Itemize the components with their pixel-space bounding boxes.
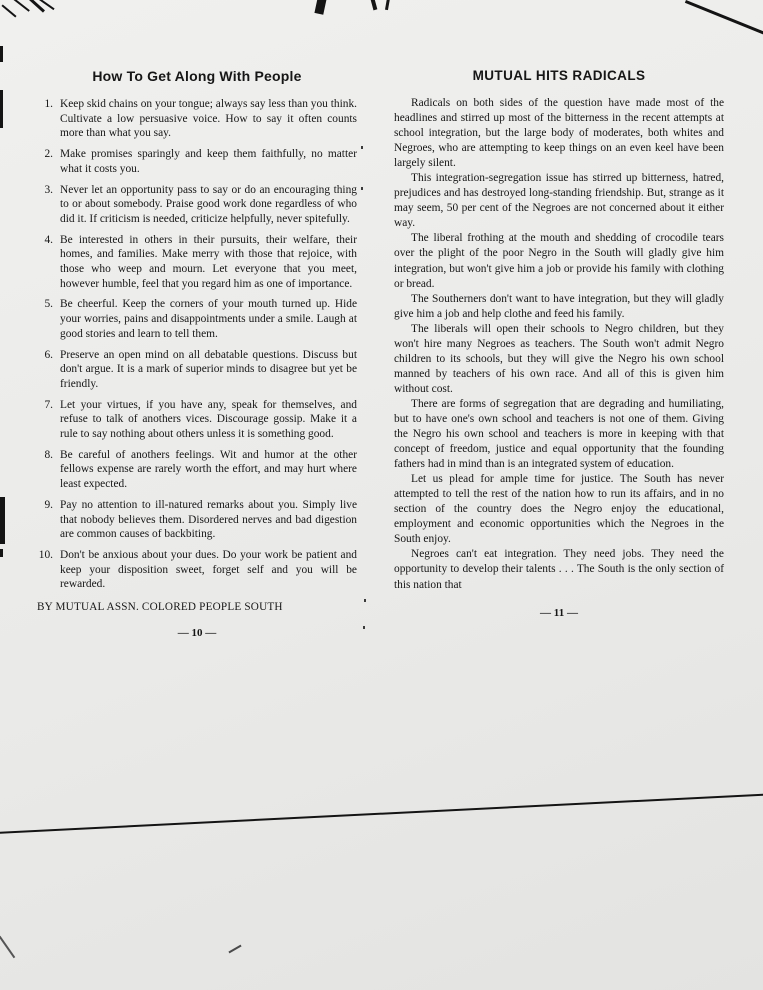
left-page	[37, 68, 357, 639]
scan-mark-top	[385, 0, 390, 10]
item-text: Make promises sparingly and keep them faithfully, no matter what it costs you.	[60, 148, 357, 175]
item-text: Be careful of anothers feelings. Wit and humor at the other fellows expense are rarely worth the effort, and may hurt where least expected.	[60, 448, 357, 491]
scan-mark-bottom	[228, 945, 241, 954]
scan-mark-left-edge	[0, 549, 3, 557]
list-item	[37, 147, 357, 176]
paragraph: The Southerners don't want to have integration, but they will gladly give him a job and help clothe and feed his family.	[394, 292, 724, 320]
item-number: 7.	[44, 398, 53, 411]
item-text: Never let an opportunity pass to say or do an encouraging thing to or about somebody. Praise good work done regardless of who did it. If criticism is needed, criticize helpfully, never spitefully.	[60, 183, 357, 225]
list-item	[37, 233, 357, 292]
list-item	[37, 548, 357, 592]
scan-speck	[363, 626, 365, 629]
item-number: 8.	[44, 448, 53, 461]
scan-ink-blob	[314, 0, 326, 15]
scan-speck	[361, 187, 363, 190]
scan-speck	[364, 599, 366, 602]
item-text: Don't be anxious about your dues. Do your work be patient and keep your disposition sweet, forget self and you will be rewarded.	[60, 548, 357, 591]
list-item	[37, 448, 357, 492]
list-item	[37, 498, 357, 542]
item-number: 6.	[44, 348, 53, 361]
item-text: Preserve an open mind on all debatable questions. Discuss but don't argue. It is a mark of superior minds to disagree but yet be friendly.	[60, 348, 357, 390]
scan-crease-line	[0, 793, 763, 834]
item-text: Pay no attention to ill-natured remarks about you. Simply live that nobody believes them. Disordered nerves and bad digestion are common causes of backbiting.	[60, 498, 357, 541]
scan-mark-left-edge	[0, 46, 3, 62]
item-number: 1.	[44, 98, 53, 110]
scan-mark-bottom-left	[0, 936, 15, 958]
paragraph: This integration-segregation issue has stirred up bitterness, hatred, prejudices and has destroyed long-standing friendship. But, strange as it may seem, 50 per cent of the Negroes are not concerned about it either way.	[394, 172, 724, 230]
list-item	[37, 398, 357, 442]
left-page-title: How To Get Along With People	[92, 68, 302, 84]
item-number: 2.	[44, 148, 53, 161]
scan-speck	[361, 146, 363, 149]
scan-mark-top	[371, 0, 378, 10]
habit-list	[37, 97, 357, 592]
scan-mark-left-edge	[0, 90, 3, 128]
paragraph: The liberal frothing at the mouth and shedding of crocodile tears over the plight of the poor Negro in the South will gladly give him integration, but won't give him a job or provide his family with clothing or bread.	[394, 232, 724, 290]
list-item	[37, 183, 357, 227]
right-page	[394, 68, 724, 619]
scan-mark-top-right	[685, 0, 763, 37]
page-number-right: — 11 —	[540, 606, 578, 619]
right-page-title: MUTUAL HITS RADICALS	[472, 68, 646, 83]
paragraph: Let us plead for ample time for justice. The South has never attempted to tell the rest of the nation how to run its affairs, and in no section of the country does the Negro enjoy the educational, employment and economic opportunities which the Negroes in the South enjoy.	[394, 473, 724, 546]
item-number: 4.	[44, 233, 53, 246]
paragraph: There are forms of segregation that are degrading and humiliating, but to have one's own school and teachers is not one of them. Giving the Negro his own school and teachers is more in keeping with that concept of freedom, justice and equal opportunity that the founding fathers had in mind than is an integrated system of education.	[394, 397, 724, 471]
byline: BY MUTUAL ASSN. COLORED PEOPLE SOUTH	[37, 601, 283, 614]
item-number: 3.	[44, 183, 53, 196]
list-item	[37, 297, 357, 341]
item-number: 5.	[44, 298, 53, 311]
paragraph: The liberals will open their schools to Negro children, but they won't hire many Negroes as teachers. The South won't admit Negro children to its schools, but they will give the Negro his own school manned by teachers of his own race. And all of this is given him without cost.	[394, 322, 724, 395]
paragraph: Radicals on both sides of the question have made most of the headlines and stirred up most of the bitterness in the recent attempts at school integration, but the large body of moderates, both whites and Negroes, who are attempting to keep things on an even keel have been largely silent.	[394, 97, 724, 170]
list-item	[37, 348, 357, 392]
list-item	[37, 97, 357, 141]
item-number: 10.	[38, 548, 53, 561]
item-text: Let your virtues, if you have any, speak for themselves, and refuse to talk of anothers vices. Discourage gossip. Make it a rule to say nothing about others unless it is something good.	[60, 398, 357, 441]
item-number: 9.	[44, 498, 53, 511]
scan-mark-top-left	[1, 4, 16, 17]
item-text: Keep skid chains on your tongue; always say less than you think. Cultivate a low persuasive voice. How to say it often counts more than what you say.	[60, 98, 357, 140]
paragraph: Negroes can't eat integration. They need jobs. They need the opportunity to develop their talents . . . The South is the only section of this nation that	[394, 548, 724, 591]
scan-mark-top-left	[8, 0, 30, 12]
scan-mark-left-edge	[0, 497, 5, 544]
page-number-left: — 10 —	[177, 627, 217, 640]
article-body	[394, 96, 724, 593]
item-text: Be interested in others in their pursuits, their welfare, their homes, and families. Make merry with those that rejoice, with those who weep and mourn. Let everyone that you meet, however humble, feel that you regard him as one of importance.	[60, 233, 357, 290]
item-text: Be cheerful. Keep the corners of your mouth turned up. Hide your worries, pains and disappointments under a smile. Laugh at good stories and learn to tell them.	[60, 298, 357, 340]
